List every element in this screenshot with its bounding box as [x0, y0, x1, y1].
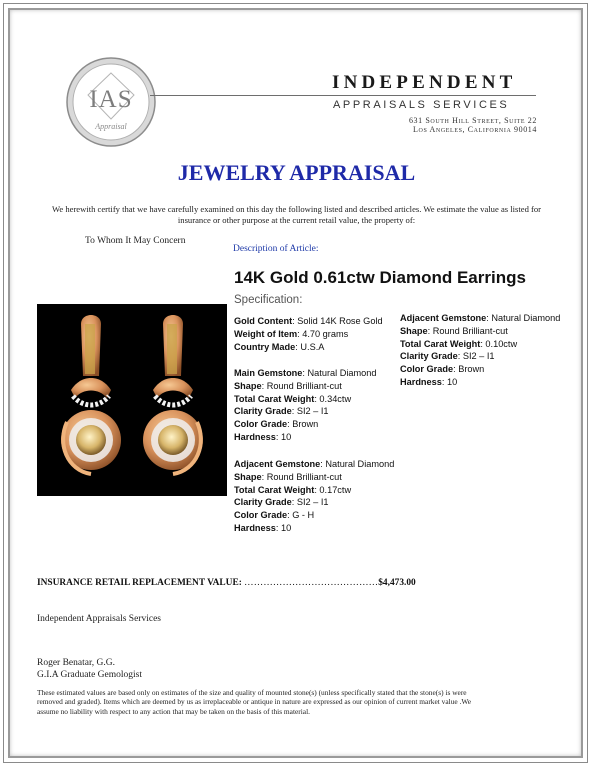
address-line-1: 631 South Hill Street, Suite 22 — [408, 116, 537, 125]
spec-row: Adjacent Gemstone: Natural Diamond — [400, 313, 561, 323]
certification-text: We herewith certify that we have carefully examined on this day the following listed and described articles. We estimate the value as listed for insurance or other purpose at the current retail value, the property of: — [51, 204, 542, 225]
header-divider — [150, 95, 536, 96]
company-name: INDEPENDENT — [332, 72, 517, 93]
signature-block — [37, 658, 142, 681]
seal-caption: Appraisal — [95, 122, 127, 131]
spec-row: Gold Content: Solid 14K Rose Gold — [234, 316, 383, 326]
document-title: JEWELRY APPRAISAL — [177, 160, 416, 185]
spec-row: Hardness: 10 — [234, 522, 292, 533]
spec-general — [234, 315, 383, 353]
insurance-value-dots: …………………………………… — [244, 578, 379, 588]
spec-row: Main Gemstone: Natural Diamond — [234, 368, 377, 378]
earrings-photo — [37, 304, 227, 496]
spec-row: Shape: Round Brilliant-cut — [400, 325, 508, 336]
disclaimer-text: These estimated values are based only on estimates of the size and quality of mounted stone(s) (unless specifically stated that the stone(s) is were removed and graded). Items which are deemed by us as irreplaceable or antique in nature are expressed as our opinion of current market value .We assume no liability with respect to any action that may be taken on the basis of this material. — [37, 688, 472, 716]
company-subtitle: APPRAISALS SERVICES — [333, 99, 510, 111]
company-seal-logo — [64, 55, 158, 149]
spec-row: Adjacent Gemstone: Natural Diamond — [234, 459, 395, 469]
spec-row: Total Carat Weight: 0.17ctw — [234, 484, 352, 495]
spec-row: Shape: Round Brilliant-cut — [234, 471, 342, 482]
spec-main-gemstone — [234, 367, 376, 444]
spec-row: Shape: Round Brilliant-cut — [234, 380, 342, 391]
spec-row: Weight of Item: 4.70 grams — [234, 328, 349, 339]
appraiser-name: Roger Benatar, G.G. — [37, 658, 115, 668]
spec-row: Total Carat Weight: 0.34ctw — [234, 393, 352, 404]
spec-row: Country Made: U.S.A — [234, 341, 325, 352]
spec-adjacent-gemstone-2 — [234, 458, 394, 535]
seal-monogram: IAS — [89, 86, 133, 113]
recipient: To Whom It May Concern — [85, 236, 186, 246]
specification-label: Specification: — [234, 294, 303, 306]
spec-row: Color Grade: Brown — [400, 364, 485, 375]
appraiser-title: G.I.A Graduate Gemologist — [37, 669, 143, 680]
insurance-value-amount: $4,473.00 — [378, 578, 416, 588]
description-label: Description of Article: — [233, 244, 319, 254]
address-line-2: Los Angeles, California 90014 — [413, 125, 537, 134]
spec-row: Clarity Grade: SI2 – I1 — [400, 351, 495, 362]
spec-row: Hardness: 10 — [400, 376, 458, 387]
item-title: 14K Gold 0.61ctw Diamond Earrings — [234, 268, 526, 287]
spec-row: Clarity Grade: SI2 – I1 — [234, 497, 329, 508]
signature-company: Independent Appraisals Services — [37, 614, 161, 624]
insurance-value-line — [37, 578, 416, 588]
spec-row: Total Carat Weight: 0.10ctw — [400, 338, 518, 349]
spec-row: Clarity Grade: SI2 – I1 — [234, 406, 329, 417]
spec-row: Hardness: 10 — [234, 431, 292, 442]
spec-row: Color Grade: Brown — [234, 419, 319, 430]
insurance-value-label: INSURANCE RETAIL REPLACEMENT VALUE: — [37, 578, 242, 588]
spec-row: Color Grade: G - H — [234, 510, 315, 521]
spec-adjacent-gemstone-1 — [400, 312, 560, 389]
